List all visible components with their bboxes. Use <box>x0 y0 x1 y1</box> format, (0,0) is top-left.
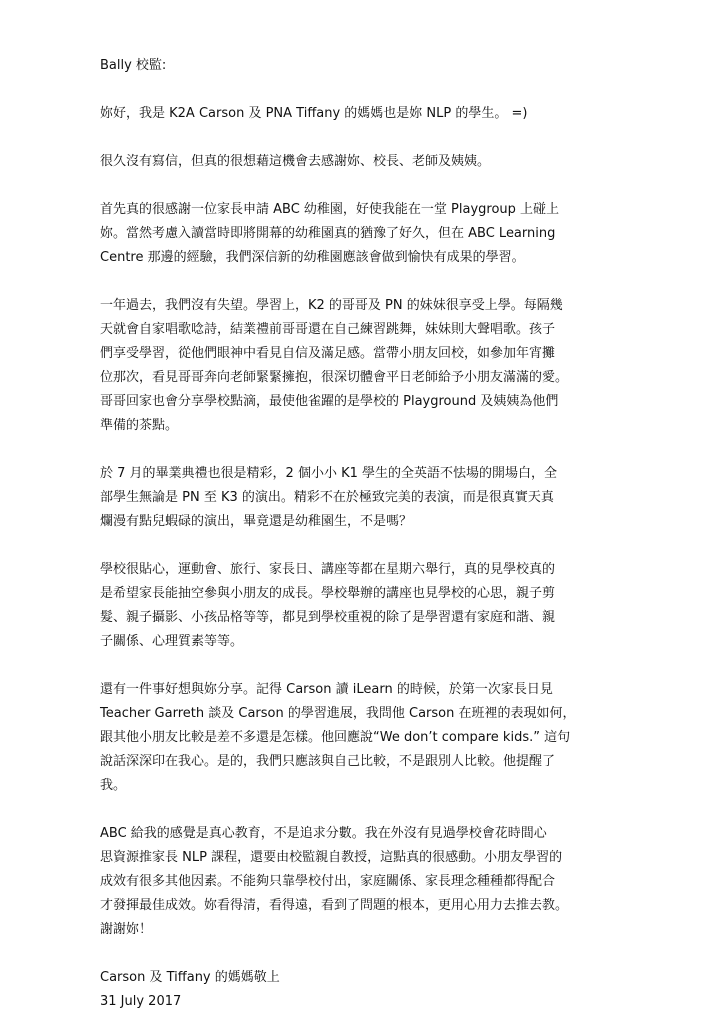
salutation: Bally 校監: <box>100 58 167 73</box>
paragraph-enrolment: 首先真的很感謝一位家長申請 ABC 幼稚園，好使我能在一堂 Playgroup 上碰上 妳。當然考慮入讀當時即將開幕的幼稚園真的猶豫了好久，但在 ABC Learning Centre 那邊的經驗，我們深信新的幼稚園應該會做到愉快有成果的學習。 <box>100 202 560 265</box>
paragraph-greeting: 妳好，我是 K2A Carson 及 PNA Tiffany 的媽媽也是妳 NLP 的學生。 =) <box>100 106 528 121</box>
letter-date: 31 July 2017 <box>100 994 182 1009</box>
paragraph-closing: ABC 給我的感覺是真心教育，不是追求分數。我在外沒有見過學校會花時間心 思資源推家長 NLP 課程，還要由校監親自教授，這點真的很感動。小朋友學習的 成效有很多其他因素。不能夠只靠學校付出，家庭關係、家長理念種種都得配合 才發揮最佳成效。妳看得清，看得遠，看到了問題的根本，更用心用力去推去教。 謝謝妳！ <box>100 826 569 937</box>
paragraph-school-activities: 學校很貼心，運動會、旅行、家長日、講座等都在星期六舉行，真的見學校真的 是希望家長能抽空參與小朋友的成長。學校舉辦的講座也見學校的心思，親子剪 髮、親子攝影、小孩品格等等，都見到學校重視的除了是學習還有家庭和諧、親 子關係、心理質素等等。 <box>100 562 556 649</box>
paragraph-first-year: 一年過去，我們沒有失望。學習上，K2 的哥哥及 PN 的妹妹很享受上學。每隔幾 天就會自家唱歌唸詩，結業禮前哥哥還在自己練習跳舞，妹妹則大聲唱歌。孩子 們享受學習，從他們眼神中看見自信及滿足感。當帶小朋友回校，如參加年宵攤 位那次，看見哥哥奔向老師緊緊擁抱，很深切體會平日老師給予小朋友滿滿的愛。 哥哥回家也會分享學校點滴，最使他雀躍的是學校的 Playground 及姨姨為他們 準備的茶點。 <box>100 298 569 433</box>
paragraph-ilearn-story: 還有一件事好想與妳分享。記得 Carson 讀 iLearn 的時候，於第一次家長日見 Teacher Garreth 談及 Carson 的學習進展，我問他 Carson 在班裡的表現如何， 跟其他小朋友比較是差不多還是怎樣。他回應說“We don’t compare kids.” 這句 說話深深印在我心。是的，我們只應該與自己比較，不是跟別人比較。他提醒了 我。 <box>100 682 576 793</box>
paragraph-thanks: 很久沒有寫信，但真的很想藉這機會去感謝妳、校長、老師及姨姨。 <box>100 154 491 169</box>
paragraph-graduation: 於 7 月的畢業典禮也很是精彩，2 個小小 K1 學生的全英語不怯場的開場白，全 部學生無論是 PN 至 K3 的演出。精彩不在於極致完美的表演，而是很真實天真 爛漫有點兒蝦碌的演出，畢竟還是幼稚園生，不是嗎？ <box>100 466 557 529</box>
letter <box>100 54 612 1014</box>
signature: Carson 及 Tiffany 的媽媽敬上 <box>100 970 280 985</box>
